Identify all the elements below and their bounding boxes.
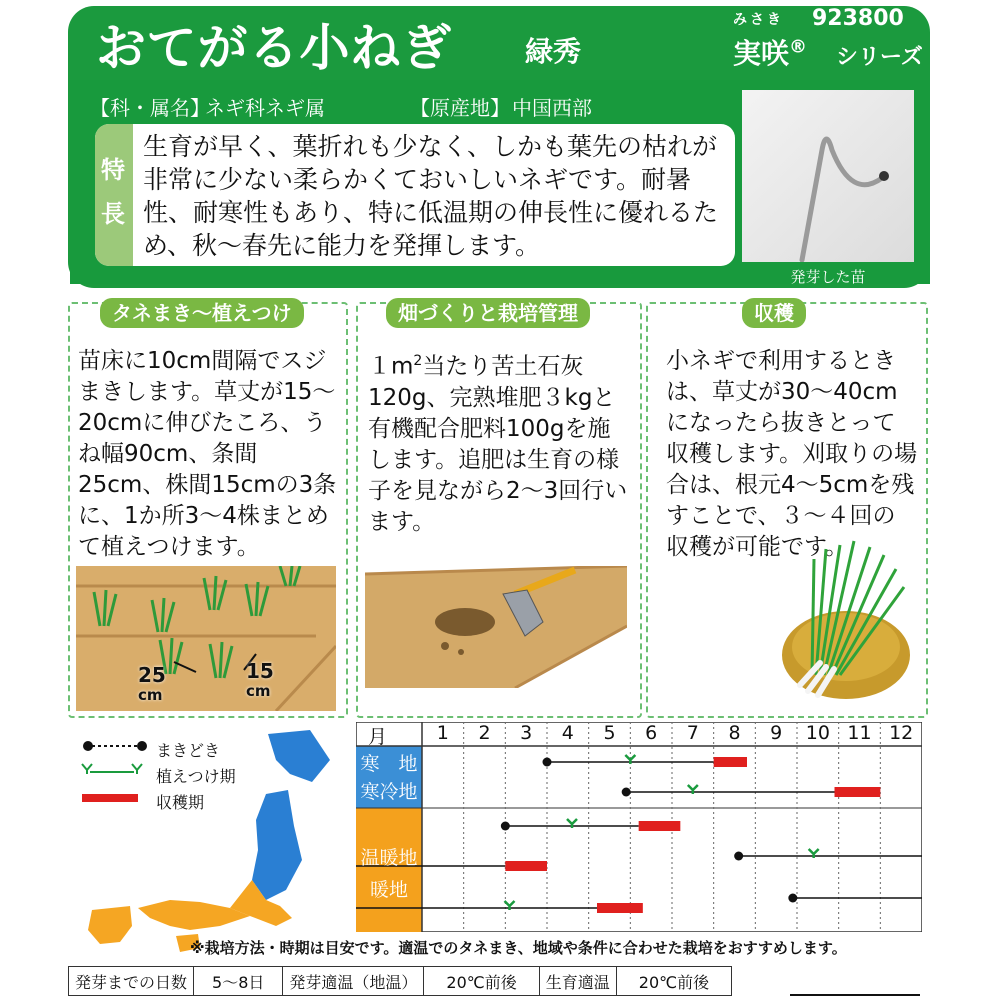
legend-sowing: まきどき [156,741,221,760]
brand-ruby: みさき [733,12,784,28]
germ-temp-label: 発芽適温（地温） [283,967,424,996]
harvest-bar [639,821,681,831]
dim-25-value: 25 [138,663,166,687]
cultivation-note: ※栽培方法・時期は目安です。適温でのタネまき、地域や条件に合わせた栽培をおすすめします。 [190,939,847,957]
harvest-text: 小ネギで利用するときは、草丈が30～40cmになったら抜きとって収穫します。刈取りの場合は、根元4～5cmを残すことで、３～４回の収穫が可能です。 [666,348,918,560]
product-code: 923800 [812,6,904,31]
month-label: 5 [603,722,616,744]
sowing-text: 苗床に10cm間隔でスジまきします。草丈が15～20cmに伸びたころ、うね幅90cm、条間25cm、株間15cmの3条に、1か所3～4株まとめて植えつけます。 [78,348,337,560]
region-cold-line-1: 寒 地 [360,753,418,775]
sowing-point [788,894,797,903]
sowing-title: タネまき～植えつけ [100,298,304,328]
month-label: 11 [847,722,872,744]
legend-planting: 植えつけ期 [156,767,236,786]
schedule-table [356,722,922,932]
soil-prep-illustration [365,566,627,688]
field-rows-icon [76,566,336,711]
month-label: 2 [478,722,491,744]
soil-text-pre: １m [368,353,414,380]
family-label: 【科・属名】 [90,96,210,120]
brand-series: シリーズ [836,45,923,70]
sowing-point [501,822,510,831]
seedling-photo [742,90,914,262]
month-label: 3 [520,722,533,744]
grow-temp-value: 20℃前後 [616,967,731,996]
brand-text: 実咲 [733,37,790,70]
soil-text-post: 当たり苦土石灰120g、完熟堆肥３kgと有機配合肥料100gを施します。追肥は生育の様子を見ながら2～3回行います。 [368,353,628,535]
days-value: 5～8日 [194,967,283,996]
month-header-label: 月 [368,726,388,748]
region-warm-label [358,842,420,906]
dim-25-unit: cm [138,686,163,704]
soil-text-sup: 2 [413,353,423,369]
sowing-point [734,852,743,861]
region-cold-line-2: 寒冷地 [360,781,418,803]
feature-tab [95,124,133,266]
feature-box [95,124,735,266]
planting-field-illustration [76,566,336,711]
sowing-point [543,758,552,767]
dim-15-value: 15 [246,659,274,683]
harvest-basket-illustration [780,535,912,700]
month-label: 12 [889,722,914,744]
month-label: 6 [645,722,658,744]
soil-title: 畑づくりと栽培管理 [386,298,590,328]
harvest-bar [714,757,747,767]
region-warm-line-1: 温暖地 [360,847,418,869]
harvest-bar [597,903,643,913]
month-label: 9 [770,722,783,744]
month-label: 1 [436,722,449,744]
signature-line [790,994,920,996]
days-label: 発芽までの日数 [69,967,194,996]
product-subtitle: 緑秀 [525,35,582,68]
germination-info-table [68,966,732,996]
region-cold-label [358,750,420,806]
legend-harvest: 収穫期 [156,793,205,812]
sowing-point [622,788,631,797]
harvest-title: 収穫 [742,298,806,328]
origin-label: 【原産地】 [410,96,510,120]
dim-15-label [246,659,274,700]
feature-tab-char-1: 特 [101,156,125,184]
japan-region-map [80,730,350,955]
month-label: 10 [805,722,830,744]
hoe-and-soil-icon [365,566,627,688]
seedling-icon [742,90,914,262]
feature-text: 生育が早く、葉折れも少なく、しかも葉先の枯れが非常に少ない柔らかくておいしいネギです。耐暑性、耐寒性もあり、特に低温期の伸長性に優れるため、秋～春先に能力を発揮します。 [143,132,719,260]
registered-mark: ® [789,36,808,58]
grow-temp-label: 生育適温 [539,967,616,996]
soil-text [368,346,632,538]
month-label: 4 [561,722,574,744]
family-value: ネギ科ネギ属 [205,96,325,120]
month-label: 7 [686,722,699,744]
harvest-bar [835,787,881,797]
harvest-bar [505,861,547,871]
feature-tab-char-2: 長 [101,200,125,228]
photo-caption: 発芽した苗 [790,268,866,286]
green-onion-basket-icon [780,535,912,700]
month-label: 8 [728,722,741,744]
dim-15-unit: cm [246,682,271,700]
germ-temp-value: 20℃前後 [424,967,539,996]
brand-name [733,32,807,72]
product-title: おてがる小ねぎ [96,19,453,77]
region-warm-line-2: 暖地 [369,879,408,901]
dim-25-label [138,663,166,704]
origin-value: 中国西部 [512,96,592,120]
